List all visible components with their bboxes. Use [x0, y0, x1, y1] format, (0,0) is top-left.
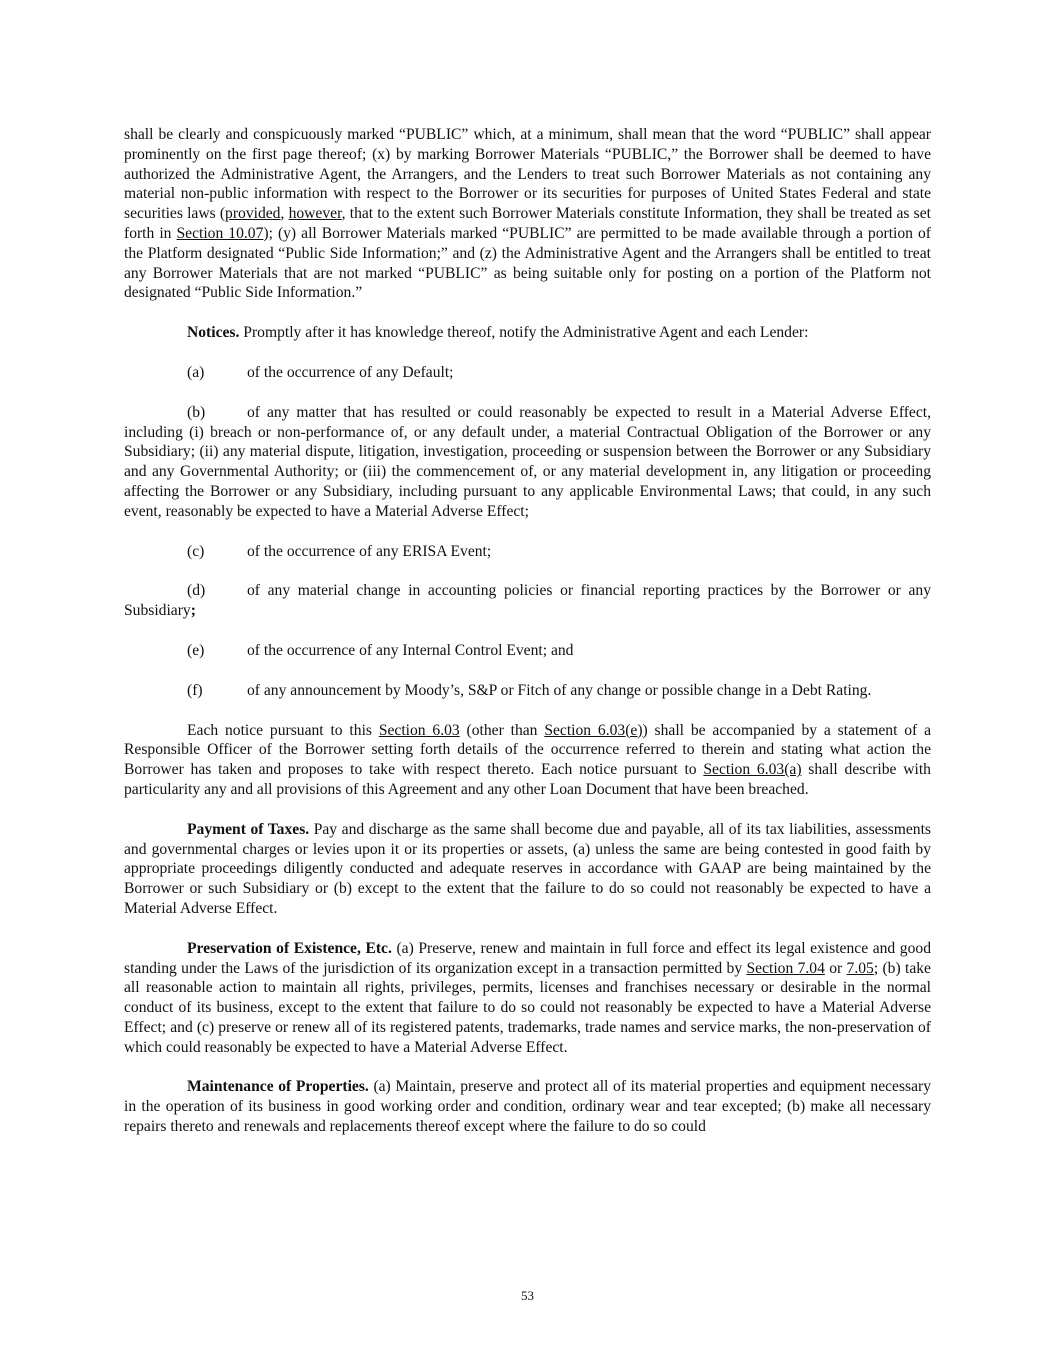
section-6-03e-link[interactable]: Section 6.03(e): [544, 721, 643, 739]
section-6-03-link[interactable]: Section 6.03: [378, 721, 460, 739]
notice-item-a: (a) of the occurrence of any Default;: [187, 363, 454, 381]
payment-of-taxes-heading: Payment of Taxes.: [187, 820, 310, 838]
notices-paragraph: Notices. Promptly after it has knowledge thereof, notify the Administrative Agent and each Lender:: [187, 324, 809, 342]
provided-term: provided: [225, 205, 281, 223]
public-materials-paragraph: shall be clearly and conspicuously marked “PUBLIC” which, at a minimum, shall mean that the word “PUBLIC” shall appear prominently on the first page thereof; (x) by marking Borrower Materials “PUBLIC,” the Borrower shall be deemed to have authorized the Administrative Agent, the Arrangers, and the Lenders to treat such Borrower Materials as not containing any material non-public information with respect to the Borrower or its securities for purposes of United States Federal and state securities laws (provided, however, that to the extent such Borrower Materials constitute Information, they shall be treated as set forth in Section 10.07); (y) all Borrower Materials marked “PUBLIC” are permitted to be made available through a portion of the Platform designated “Public Side Information;” and (z) the Administrative Agent and the Arrangers shall be entitled to treat any Borrower Materials that are not marked “PUBLIC” as being suitable only for posting on a portion of the Platform not designated “Public Side Information.”: [124, 126, 932, 302]
notice-item-e: (e) of the occurrence of any Internal Control Event; and: [187, 641, 574, 659]
section-7-05-link[interactable]: 7.05: [846, 959, 874, 977]
section-10-07-link[interactable]: Section 10.07: [176, 224, 264, 242]
however-term: however: [288, 205, 342, 223]
notice-item-f: (f) of any announcement by Moody’s, S&P or Fitch of any change or possible change in a Debt Rating.: [187, 681, 872, 699]
notice-item-c: (c) of the occurrence of any ERISA Event;: [187, 542, 492, 560]
page-number: 53: [521, 1288, 534, 1303]
notice-item-d: (d) of any material change in accounting policies or financial reporting practices by the Borrower or any Subsidiary;: [124, 582, 931, 620]
preservation-of-existence-heading: Preservation of Existence, Etc.: [187, 939, 392, 957]
maintenance-of-properties-paragraph: Maintenance of Properties. (a) Maintain, preserve and protect all of its material properties and equipment necessary in the operation of its business in good working order and condition, ordinary wear and tear excepted; (b) make all necessary repairs thereto and renewals and replacements thereof except where the failure to do so could: [124, 1078, 932, 1136]
notice-item-b: (b) of any matter that has resulted or could reasonably be expected to result in a Material Adverse Effect, including (i) breach or non-performance of, or any default under, a material Contractual Obligation of the Borrower or any Subsidiary; (ii) any material dispute, litigation, investigation, proceeding or suspension between the Borrower or any Subsidiary and any Governmental Authority; or (iii) the commencement of, or any material development in, any litigation or proceeding affecting the Borrower or any Subsidiary, including pursuant to any applicable Environmental Laws; that could, in any such event, reasonably be expected to have a Material Adverse Effect;: [124, 403, 931, 520]
each-notice-paragraph: Each notice pursuant to this Section 6.03 (other than Section 6.03(e)) shall be accompanied by a statement of a Responsible Officer of the Borrower setting forth details of the occurrence referred to therein and stating what action the Borrower has taken and proposes to take with respect thereto. Each notice pursuant to Section 6.03(a) shall describe with particularity any and all provisions of this Agreement and any other Loan Document that have been breached.: [124, 721, 932, 798]
section-7-04-link[interactable]: Section 7.04: [746, 959, 825, 977]
preservation-of-existence-paragraph: Preservation of Existence, Etc. (a) Preserve, renew and maintain in full force and effect its legal existence and good standing under the Laws of the jurisdiction of its organization except in a transaction permitted by Section 7.04 or 7.05; (b) take all reasonable action to maintain all rights, privileges, permits, licenses and franchises necessary or desirable in the normal conduct of its business, except to the extent that failure to do so could not reasonably be expected to have a Material Adverse Effect; and (c) preserve or renew all of its registered patents, trademarks, trade names and service marks, the non-preservation of which could reasonably be expected to have a Material Adverse Effect.: [124, 939, 931, 1056]
document-page: [124, 125, 931, 1137]
section-6-03a-link[interactable]: Section 6.03(a): [703, 761, 802, 779]
maintenance-of-properties-heading: Maintenance of Properties.: [187, 1078, 369, 1096]
notices-heading: Notices.: [187, 324, 240, 342]
payment-of-taxes-paragraph: Payment of Taxes. Pay and discharge as the same shall become due and payable, all of its tax liabilities, assessments and governmental charges or levies upon it or its properties or assets, (a) unless the same are being contested in good faith by appropriate proceedings diligently conducted and adequate reserves in accordance with GAAP are being maintained by the Borrower or such Subsidiary or (b) except to the extent that the failure to do so could not reasonably be expected to have a Material Adverse Effect.: [124, 820, 931, 917]
